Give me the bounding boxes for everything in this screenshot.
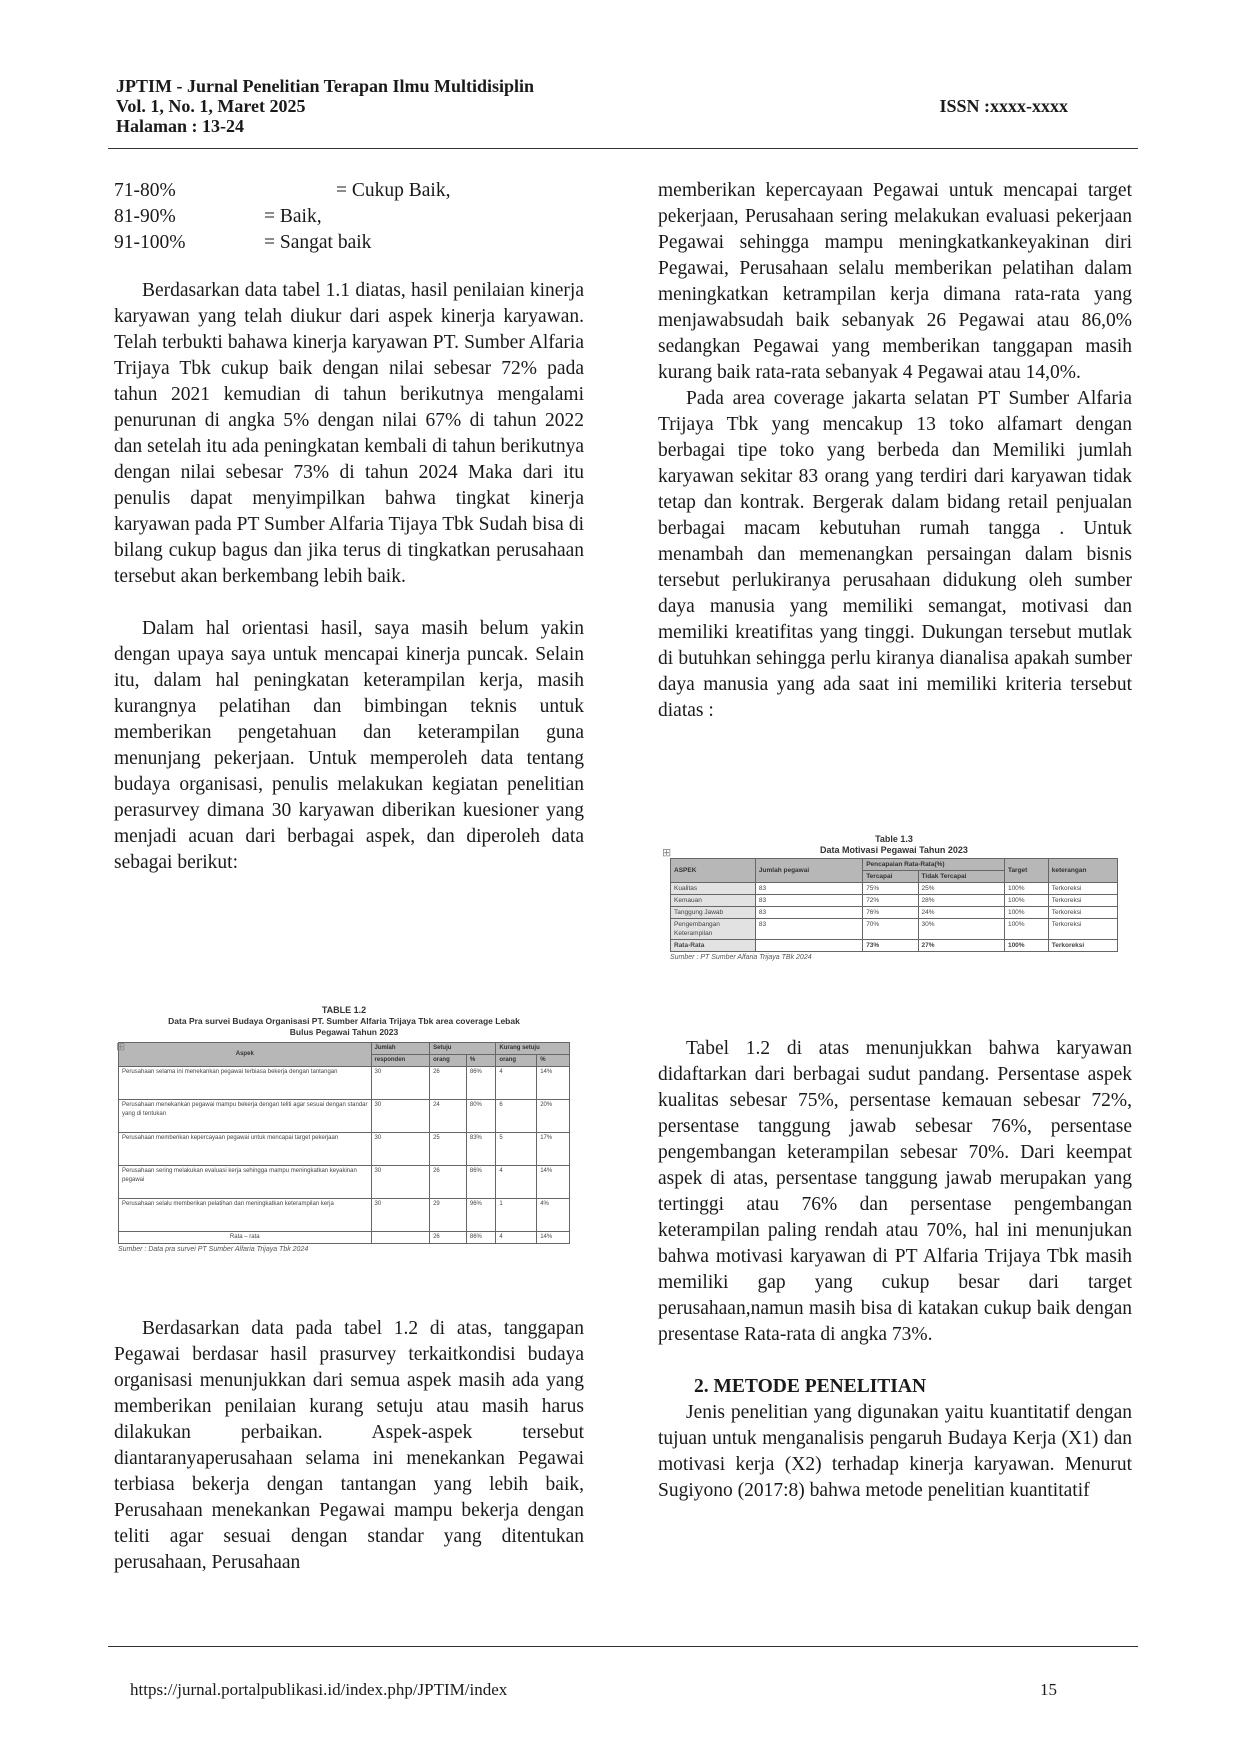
cell: Terkoreksi: [1048, 919, 1117, 940]
cell: 72%: [863, 895, 918, 907]
cell: Terkoreksi: [1048, 883, 1117, 895]
col-header: Setuju: [430, 1043, 496, 1055]
cell: 86%: [466, 1166, 496, 1199]
table-row: [119, 1067, 570, 1100]
paragraph: Pada area coverage jakarta selatan PT Sumber Alfaria Trijaya Tbk yang mencakup 13 toko alfamart dengan berbagai tipe toko yang berbeda dan Memiliki jumlah karyawan sekitar 83 orang yang terdiri dari karyawan tidak tetap dan kontrak. Bergerak dalam bidang retail penjualan berbagai macam kebutuhan rumah tangga . Untuk menambah dan memenangkan persaingan dalam bisnis tersebut perlukiranya perusahaan didukung oleh sumber daya manusia yang memiliki semangat, motivasi dan memiliki kreatifitas yang tinggi. Dukungan tersebut mutlak di butuhkan sehingga perlu kiranya dianalisa apakah sumber daya manusia yang ada saat ini memiliki kriteria tersebut diatas :: [658, 388, 1132, 721]
table-1-2: [118, 1005, 570, 1253]
cell: 4: [496, 1166, 537, 1199]
journal-header: [116, 76, 1136, 136]
cell: Rata – rata: [119, 1232, 372, 1244]
cell: 30%: [918, 919, 1004, 940]
scale-row: [114, 230, 584, 256]
col-header: Aspek: [119, 1043, 372, 1067]
scale-label: = Baik,: [264, 206, 322, 227]
table-subtitle: Data Motivasi Pegawai Tahun 2023: [820, 845, 968, 855]
table-title: TABLE 1.2: [321, 1005, 367, 1015]
cell: Perusahaan sering melakukan evaluasi kerja sehingga mampu meningkatkan keyakinan pegawai: [119, 1166, 372, 1199]
cell: Terkoreksi: [1048, 907, 1117, 919]
move-handle-icon: ⊞: [662, 846, 672, 859]
cell: 17%: [537, 1133, 570, 1166]
cell: Rata-Rata: [671, 940, 756, 952]
scale-row: [114, 204, 584, 230]
cell: Terkoreksi: [1048, 940, 1117, 952]
cell: 1: [496, 1199, 537, 1232]
cell: 20%: [537, 1100, 570, 1133]
cell: 100%: [1004, 907, 1048, 919]
cell: Perusahaan selalu memberikan pelatihan dan meningkatkan keterampilan kerja: [119, 1199, 372, 1232]
footer-url[interactable]: https://jurnal.portalpublikasi.id/index.php/JPTIM/index: [130, 1680, 508, 1699]
cell: 83: [755, 907, 862, 919]
col-header: keterangan: [1048, 859, 1117, 883]
cell: 30: [371, 1133, 430, 1166]
table-row: [119, 1100, 570, 1133]
cell: [371, 1232, 430, 1244]
cell: 4: [496, 1232, 537, 1244]
col-header: orang: [430, 1055, 467, 1067]
journal-volume: Vol. 1, No. 1, Maret 2025: [116, 96, 306, 116]
table-row: [119, 1166, 570, 1199]
cell: 28%: [918, 895, 1004, 907]
section-heading: 2. METODE PENELITIAN: [694, 1376, 927, 1397]
cell: 70%: [863, 919, 918, 940]
cell: 30: [371, 1067, 430, 1100]
cell: Terkoreksi: [1048, 895, 1117, 907]
col-header: Jumlah: [371, 1043, 430, 1055]
cell: 14%: [537, 1232, 570, 1244]
cell: 5: [496, 1133, 537, 1166]
cell: 83: [755, 919, 862, 940]
cell: 4%: [537, 1199, 570, 1232]
col-header: Kurang setuju: [496, 1043, 570, 1055]
col-header: orang: [496, 1055, 537, 1067]
cell: 6: [496, 1100, 537, 1133]
table-source: Sumber : PT Sumber Alfaria Trijaya TBk 2024: [670, 954, 812, 961]
cell: Kemauan: [671, 895, 756, 907]
table-row: [119, 1199, 570, 1232]
cell: 29: [430, 1199, 467, 1232]
col-header: Target: [1004, 859, 1048, 883]
cell: Perusahaan memberikan kepercayaan pegawai untuk mencapai target pekerjaan: [119, 1133, 372, 1166]
col-header: %: [537, 1055, 570, 1067]
header-rule: [108, 148, 1138, 149]
cell: 73%: [863, 940, 918, 952]
cell: Perusahaan selama ini menekankan pegawai terbiasa bekerja dengan tantangan: [119, 1067, 372, 1100]
paragraph: Dalam hal orientasi hasil, saya masih belum yakin dengan upaya saya untuk mencapai kinerja puncak. Selain itu, dalam hal peningkatan keterampilan kerja, masih kurangnya pelatihan dan bimbingan teknis untuk memberikan pengetahuan dan keterampilan guna menunjang pekerjaan. Untuk memperoleh data tentang budaya organisasi, penulis melakukan kegiatan penelitian perasurvey dimana 30 karyawan diberikan kuesioner yang menjadi acuan dari berbagai aspek, dan diperoleh data sebagai berikut:: [114, 618, 584, 873]
cell: 14%: [537, 1067, 570, 1100]
table-subtitle: Data Pra survei Budaya Organisasi PT. Sumber Alfaria Trijaya Tbk area coverage Lebak Bulus Pegawai Tahun 2023: [168, 1016, 520, 1037]
cell: 30: [371, 1199, 430, 1232]
cell: 27%: [918, 940, 1004, 952]
issn: ISSN :xxxx-xxxx: [939, 96, 1068, 116]
col-header: Tidak Tercapai: [918, 871, 1004, 883]
cell: Tanggung Jawab: [671, 907, 756, 919]
cell: [755, 940, 862, 952]
table-row-average: [119, 1232, 570, 1244]
col-header: Tercapai: [863, 871, 918, 883]
scale-label: = Sangat baik: [264, 232, 372, 253]
scale-row: [114, 178, 584, 204]
cell: 80%: [466, 1100, 496, 1133]
scale-range: 91-100%: [114, 232, 186, 253]
cell: 76%: [863, 907, 918, 919]
move-handle-icon: ⊞: [116, 1040, 126, 1053]
cell: 100%: [1004, 883, 1048, 895]
page-number: 15: [1040, 1680, 1057, 1699]
cell: 100%: [1004, 940, 1048, 952]
cell: 25%: [918, 883, 1004, 895]
col-header: responden: [371, 1055, 430, 1067]
left-column: [114, 178, 584, 876]
cell: 96%: [466, 1199, 496, 1232]
scale-range: 71-80%: [114, 180, 176, 201]
paragraph: memberikan kepercayaan Pegawai untuk mencapai target pekerjaan, Perusahaan sering melakukan evaluasi pekerjaan Pegawai sehingga mampu meningkatkankeyakinan diri Pegawai, Perusahaan selalu memberikan pelatihan dalam meningkatkan ketrampilan kerja dimana rata-rata yang menjawabsudah baik sebanyak 26 Pegawai atau 86,0% sedangkan Pegawai yang memberikan tanggapan masih kurang baik rata-rata sebanyak 4 Pegawai atau 14,0%.: [658, 180, 1132, 383]
table-row: [671, 883, 1118, 895]
cell: 100%: [1004, 895, 1048, 907]
footer-rule: [108, 1646, 1138, 1647]
cell: 4: [496, 1067, 537, 1100]
cell: 86%: [466, 1232, 496, 1244]
cell: 83: [755, 895, 862, 907]
cell: 25: [430, 1133, 467, 1166]
scale-label: = Cukup Baik,: [336, 180, 451, 201]
cell: 26: [430, 1232, 467, 1244]
scale-range: 81-90%: [114, 206, 176, 227]
cell: 30: [371, 1166, 430, 1199]
cell: 83: [755, 883, 862, 895]
table-body: [670, 858, 1118, 952]
table-title: Table 1.3: [875, 834, 913, 844]
cell: 24%: [918, 907, 1004, 919]
left-column-bottom: [114, 1316, 584, 1576]
table-row: [671, 907, 1118, 919]
table-source: Sumber : Data pra survei PT Sumber Alfaria Trijaya Tbk 2024: [118, 1246, 309, 1253]
paragraph: Berdasarkan data tabel 1.1 diatas, hasil penilaian kinerja karyawan yang telah diukur dari aspek kinerja karyawan. Telah terbukti bahawa kinerja karyawan PT. Sumber Alfaria Trijaya Tbk cukup baik dengan nilai sebesar 72% pada tahun 2021 kemudian di tahun berikutnya mengalami penurunan di angka 5% dengan nilai 67% di tahun 2022 dan setelah itu ada peningkatan kembali di tahun berikutnya dengan nilai sebesar 73% di tahun 2024 Maka dari itu penulis dapat menyimpilkan bahwa tingkat kinerja karyawan pada PT Sumber Alfaria Tijaya Tbk Sudah bisa di bilang cukup bagus dan jika terus di tingkatkan perusahaan tersebut akan berkembang lebih baik.: [114, 280, 584, 587]
cell: Pengembangan Keterampilan: [671, 919, 756, 940]
paragraph: Berdasarkan data pada tabel 1.2 di atas, tanggapan Pegawai berdasar hasil prasurvey terkaitkondisi budaya organisasi menunjukkan dari semua aspek masih ada yang memberikan penilaian kurang setuju atau masih harus dilakukan perbaikan. Aspek-aspek tersebut diantaranyaperusahaan selama ini menekankan Pegawai terbiasa bekerja dengan tantangan yang lebih baik, Perusahaan menekankan Pegawai mampu bekerja dengan teliti agar sesuai dengan standar yang ditentukan perusahaan, Perusahaan: [114, 1318, 584, 1573]
cell: 100%: [1004, 919, 1048, 940]
table-row-average: [671, 940, 1118, 952]
table-body: [118, 1042, 570, 1244]
journal-title: JPTIM - Jurnal Penelitian Terapan Ilmu Multidisiplin: [116, 76, 535, 96]
table-row: [119, 1133, 570, 1166]
col-header: %: [466, 1055, 496, 1067]
cell: Perusahaan menekankan pegawai mampu bekerja dengan teliti agar sesuai dengan standar yang di tentukan: [119, 1100, 372, 1133]
journal-pages: Halaman : 13-24: [116, 116, 244, 136]
right-column: [658, 178, 1132, 724]
cell: 26: [430, 1067, 467, 1100]
cell: 75%: [863, 883, 918, 895]
paragraph: Tabel 1.2 di atas menunjukkan bahwa karyawan didaftarkan dari berbagai sudut pandang. Persentase aspek kualitas sebesar 75%, persentase kemauan sebesar 72%, persentase tanggung jawab sebesar 76%, persentase pengembangan keterampilan sebesar 70%. Dari keempat aspek di atas, persentase tanggung jawab merupakan yang tertinggi atau 76% dan persentase pengembangan keterampilan paling rendah atau 70%, hal ini menunjukan bahwa motivasi karyawan di PT Alfaria Trijaya Tbk masih memiliki gap yang cukup besar dari target perusahaan,namun masih bisa di katakan cukup baik dengan presentase Rata-rata di angka 73%.: [658, 1038, 1132, 1345]
cell: 24: [430, 1100, 467, 1133]
col-header: Jumlah pegawai: [755, 859, 862, 883]
cell: 26: [430, 1166, 467, 1199]
cell: 30: [371, 1100, 430, 1133]
col-header: Pencapaian Rata-Rata(%): [863, 859, 1005, 871]
cell: 14%: [537, 1166, 570, 1199]
col-header: ASPEK: [671, 859, 756, 883]
cell: 86%: [466, 1067, 496, 1100]
table-row: [671, 895, 1118, 907]
table-row: [671, 919, 1118, 940]
right-column-bottom: [658, 1036, 1132, 1504]
cell: Kualitas: [671, 883, 756, 895]
paragraph: Jenis penelitian yang digunakan yaitu kuantitatif dengan tujuan untuk menganalisis pengaruh Budaya Kerja (X1) dan motivasi kerja (X2) terhadap kinerja karyawan. Menurut Sugiyono (2017:8) bahwa metode penelitian kuantitatif: [658, 1402, 1132, 1501]
cell: 83%: [466, 1133, 496, 1166]
table-1-3: [670, 834, 1118, 961]
